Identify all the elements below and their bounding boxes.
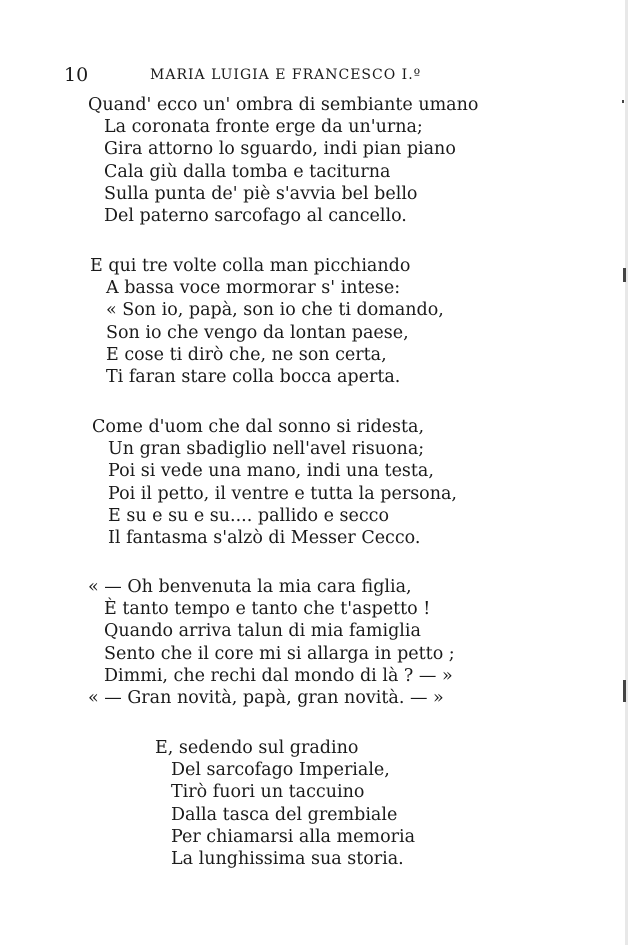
verse-line: Tirò fuori un taccuino (171, 782, 365, 803)
stanza-1 (88, 94, 478, 227)
verse-line: E su e su e su.... pallido e secco (108, 505, 389, 526)
verse-line: « Son io, papà, son io che ti domando, (106, 300, 444, 321)
verse-line: È tanto tempo e tanto che t'aspetto ! (104, 599, 431, 620)
verse-line: Sulla punta de' piè s'avvia bel bello (104, 183, 418, 204)
verse-line: Del sarcofago Imperiale, (171, 760, 390, 781)
verse-line: Quand' ecco un' ombra di sembiante umano (88, 95, 479, 115)
verse-line: Son io che vengo da lontan paese, (106, 322, 409, 343)
verse-line: Quando arriva talun di mia famiglia (104, 621, 421, 642)
stanza-2 (90, 255, 444, 388)
verse-line: Poi si vede una mano, indi una testa, (108, 461, 434, 482)
verse-line: Dimmi, che rechi dal mondo di là ? — » (104, 665, 453, 686)
verse-line: Per chiamarsi alla memoria (171, 826, 416, 847)
scan-speck (623, 680, 626, 702)
verse-line: Un gran sbadiglio nell'avel risuona; (108, 439, 425, 460)
verse-line: Del paterno sarcofago al cancello. (104, 206, 407, 227)
verse-line: Sento che il core mi si allarga in petto ; (104, 643, 455, 664)
page-header (64, 64, 484, 86)
verse-line: Gira attorno lo sguardo, indi pian piano (104, 139, 456, 160)
verse-line: Cala giù dalla tomba e taciturna (104, 161, 391, 182)
verse-line: Dalla tasca del grembiale (171, 804, 398, 825)
verse-line: Ti faran stare colla bocca aperta. (106, 367, 401, 388)
running-title: MARIA LUIGIA E FRANCESCO I.º (150, 67, 422, 83)
verse-line: La coronata fronte erge da un'urna; (104, 117, 423, 138)
scan-speck (623, 268, 626, 282)
verse-line: Poi il petto, il ventre e tutta la persona, (108, 483, 457, 504)
scan-speck (622, 100, 624, 103)
verse-line: « — Gran novità, papà, gran novità. — » (88, 688, 444, 709)
verse-line: E cose ti dirò che, ne son certa, (106, 344, 387, 365)
verse-line: La lunghissima sua storia. (171, 849, 404, 870)
verse-line: E qui tre volte colla man picchiando (90, 256, 411, 276)
stanza-5 (155, 737, 415, 870)
stanza-3 (92, 416, 457, 549)
verse-line: A bassa voce mormorar s' intese: (106, 278, 401, 299)
verse-line: Come d'uom che dal sonno si ridesta, (92, 417, 425, 437)
stanza-4 (88, 576, 455, 709)
verse-line: « — Oh benvenuta la mia cara figlia, (88, 577, 412, 597)
page-number: 10 (64, 64, 89, 86)
verse-line: E, sedendo sul gradino (155, 738, 359, 758)
verse-line: Il fantasma s'alzò di Messer Cecco. (108, 528, 421, 549)
